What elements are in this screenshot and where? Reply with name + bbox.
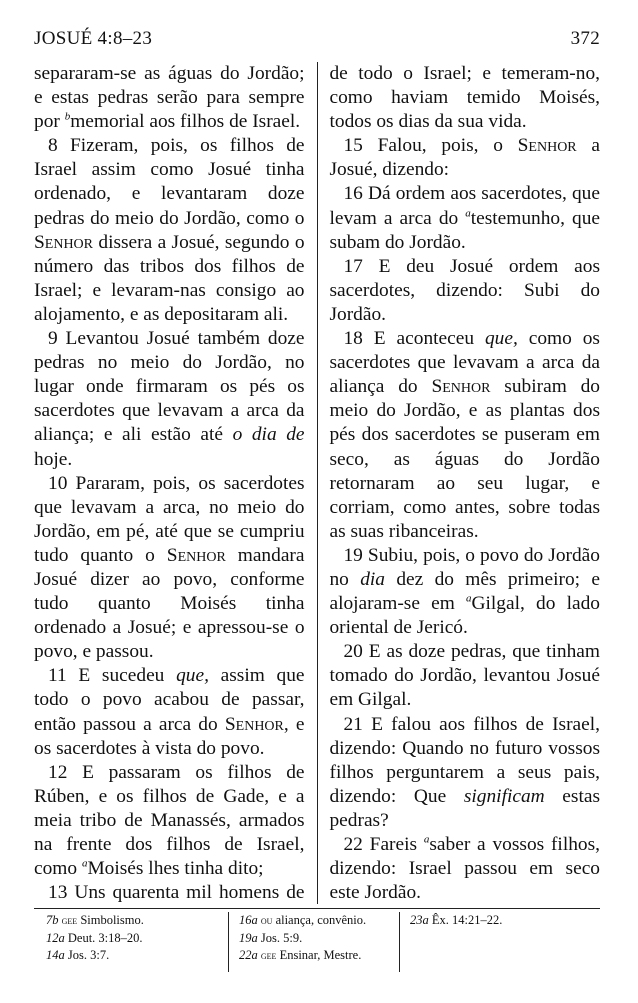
- footnote-entry: [46, 912, 228, 930]
- verse-paragraph: [329, 182, 600, 254]
- footnote-text: Jos. 5:9.: [260, 931, 303, 945]
- verse-text: 16 Dá ordem aos sacerdotes, que levam a arca do: [329, 183, 600, 229]
- verse-text: hoje.: [34, 448, 73, 470]
- verse-text: , e os sacerdotes à vista do povo.: [34, 713, 305, 759]
- footnote-text: Deut. 3:18–20.: [67, 931, 143, 945]
- verse-paragraph: [34, 664, 305, 760]
- verse-text: 11 E sucedeu: [48, 665, 177, 687]
- verse-text: Gilgal, do lado oriental de Jericó.: [329, 593, 600, 639]
- verse-paragraph: [34, 472, 305, 665]
- footnote-entry: [46, 947, 228, 964]
- verse-text: subiram do meio do Jordão, e as plantas dos pés dos sacerdotes se puseram em seco, as águas do Jordão retornaram ao seu lugar, e corriam, como antes, sobre todas as suas ribanceiras.: [329, 376, 600, 542]
- verse-text: memorial aos filhos de Israel.: [70, 111, 301, 133]
- verse-paragraph: [329, 713, 600, 833]
- verse-paragraph: [329, 544, 600, 640]
- verse-text: de todo o Israel; e temeram-no, como haviam temido Moisés, todos os dias da sua vida.: [329, 63, 600, 133]
- verse-paragraph: [329, 640, 600, 712]
- lord-smallcaps: Senhor: [166, 544, 226, 566]
- footnote-marker: a: [465, 207, 471, 220]
- footnote-text: Êx. 14:21–22.: [431, 913, 503, 927]
- verse-text: 8 Fizeram, pois, os filhos de Israel assim como Josué tinha ordenado, e levantaram doze pedras do meio do Jordão, como o: [34, 135, 305, 229]
- footnote-column: [399, 912, 600, 972]
- footnote-ref: 12a: [46, 931, 65, 945]
- footnote-ref: 7b: [46, 913, 59, 927]
- footnote-ref: 23a: [410, 913, 429, 927]
- footnote-tag: ou: [260, 915, 273, 927]
- footnote-column: [228, 912, 399, 972]
- footnote-tag: gee: [61, 915, 78, 927]
- continued-paragraph: [329, 62, 600, 134]
- footnote-column: [34, 912, 228, 972]
- verse-text: mandara Josué dizer ao povo, conforme tudo quanto Moisés tinha ordenado a Josué; e apressou-se o povo, e passou.: [34, 544, 305, 663]
- verse-text: assim que todo o povo acabou de passar, então passou a arca do: [34, 665, 305, 735]
- running-title: JOSUÉ 4:8–23: [34, 28, 153, 49]
- verse-text: a Josué, dizendo:: [329, 135, 600, 181]
- footnote-text: aliança, convênio.: [275, 913, 367, 927]
- lord-smallcaps: Senhor: [517, 135, 577, 157]
- verse-paragraph: [329, 134, 600, 182]
- footnote-ref: 16a: [239, 913, 258, 927]
- footnote-entry: [410, 912, 600, 929]
- footnote-ref: 22a: [239, 948, 258, 962]
- footnote-tag: gee: [260, 950, 277, 962]
- text-column-right: [317, 62, 600, 904]
- verse-text: 17 E deu Josué ordem aos sacerdotes, dizendo: Subi do Jordão.: [329, 255, 600, 325]
- italic-text: dia: [360, 568, 385, 590]
- page-number: 372: [570, 28, 600, 49]
- lord-smallcaps: Senhor: [224, 713, 284, 735]
- footnote-text: Ensinar, Mestre.: [279, 948, 362, 962]
- italic-text: o dia de: [232, 424, 305, 446]
- verse-text: 22 Fareis: [343, 834, 424, 855]
- footnote-marker: a: [466, 592, 472, 605]
- verse-paragraph: [34, 327, 305, 472]
- verse-text: estas pedras?: [329, 785, 600, 831]
- lord-smallcaps: Senhor: [431, 376, 491, 398]
- italic-text: significam: [463, 785, 545, 807]
- footnote-marker: b: [64, 110, 71, 123]
- verse-text: 21 E falou aos filhos de Israel, dizendo: Quando no futuro vossos filhos perguntarem a seus pais, dizendo: Que: [329, 713, 600, 807]
- footnote-ref: 19a: [239, 931, 258, 945]
- footnote-marker: a: [81, 857, 88, 870]
- verse-text: 9 Levantou Josué também doze pedras no meio do Jordão, no lugar onde firmaram os pés os sacerdotes que levavam a arca da aliança; e ali estão até: [34, 328, 305, 446]
- verse-text: 15 Falou, pois, o: [343, 135, 518, 157]
- footnote-rule: [34, 908, 600, 909]
- verse-paragraph: [34, 761, 305, 881]
- italic-text: que,: [176, 665, 209, 687]
- verse-text: como os sacerdotes que levavam a arca da aliança do: [329, 328, 600, 398]
- verse-text: 12 E passaram os filhos de Rúben, e os filhos de Gade, e a meia tribo de Manassés, armados na frente dos filhos de Israel, como: [34, 761, 305, 880]
- verse-paragraph: [329, 327, 600, 544]
- verse-text: 18 E aconteceu: [343, 328, 485, 350]
- italic-text: que,: [484, 328, 518, 350]
- verse-text: testemunho, que subam do Jordão.: [329, 207, 600, 253]
- lord-smallcaps: Senhor: [34, 231, 94, 253]
- verse-paragraph: [34, 881, 305, 904]
- footnote-entry: [239, 912, 399, 930]
- verse-text: 10 Pararam, pois, os sacerdotes que levavam a arca, no meio do Jordão, em pé, até que se cumpriu tudo quanto o: [34, 472, 305, 566]
- footnote-entry: [239, 947, 399, 965]
- verse-paragraph: [34, 134, 305, 327]
- verse-paragraph: [329, 255, 600, 327]
- footnote-ref: 14a: [46, 948, 65, 962]
- scripture-body: [34, 62, 600, 904]
- footnote-text: Simbolismo.: [80, 913, 144, 927]
- footnote-text: Jos. 3:7.: [67, 948, 110, 962]
- verse-paragraph: [329, 833, 600, 904]
- footnote-marker: a: [423, 833, 430, 846]
- verse-text: saber a vossos filhos, dizendo: Israel passou em seco este Jordão.: [329, 834, 600, 904]
- footnote-entry: [239, 930, 399, 947]
- verse-text: 20 E as doze pedras, que tinham tomado do Jordão, levantou Josué em Gilgal.: [329, 641, 600, 711]
- verse-text: dissera a Josué, segundo o número das tribos dos filhos de Israel; e levaram-nas consigo ao alojamento, e as depositaram ali.: [34, 231, 305, 325]
- verse-text: Moisés lhes tinha dito;: [87, 858, 264, 880]
- verse-text: separaram-se as águas do Jordão; e estas pedras serão para sempre por: [34, 63, 305, 133]
- footnotes: [34, 912, 600, 972]
- footnote-entry: [46, 930, 228, 947]
- page-header: [34, 28, 600, 56]
- verse-text: 19 Subiu, pois, o povo do Jordão no: [329, 544, 600, 590]
- continued-paragraph: [34, 62, 305, 134]
- text-column-left: [34, 62, 317, 904]
- verse-text: 13 Uns quarenta mil homens de: [48, 882, 305, 904]
- verse-text: dez do mês primeiro; e alojaram-se em: [329, 568, 600, 615]
